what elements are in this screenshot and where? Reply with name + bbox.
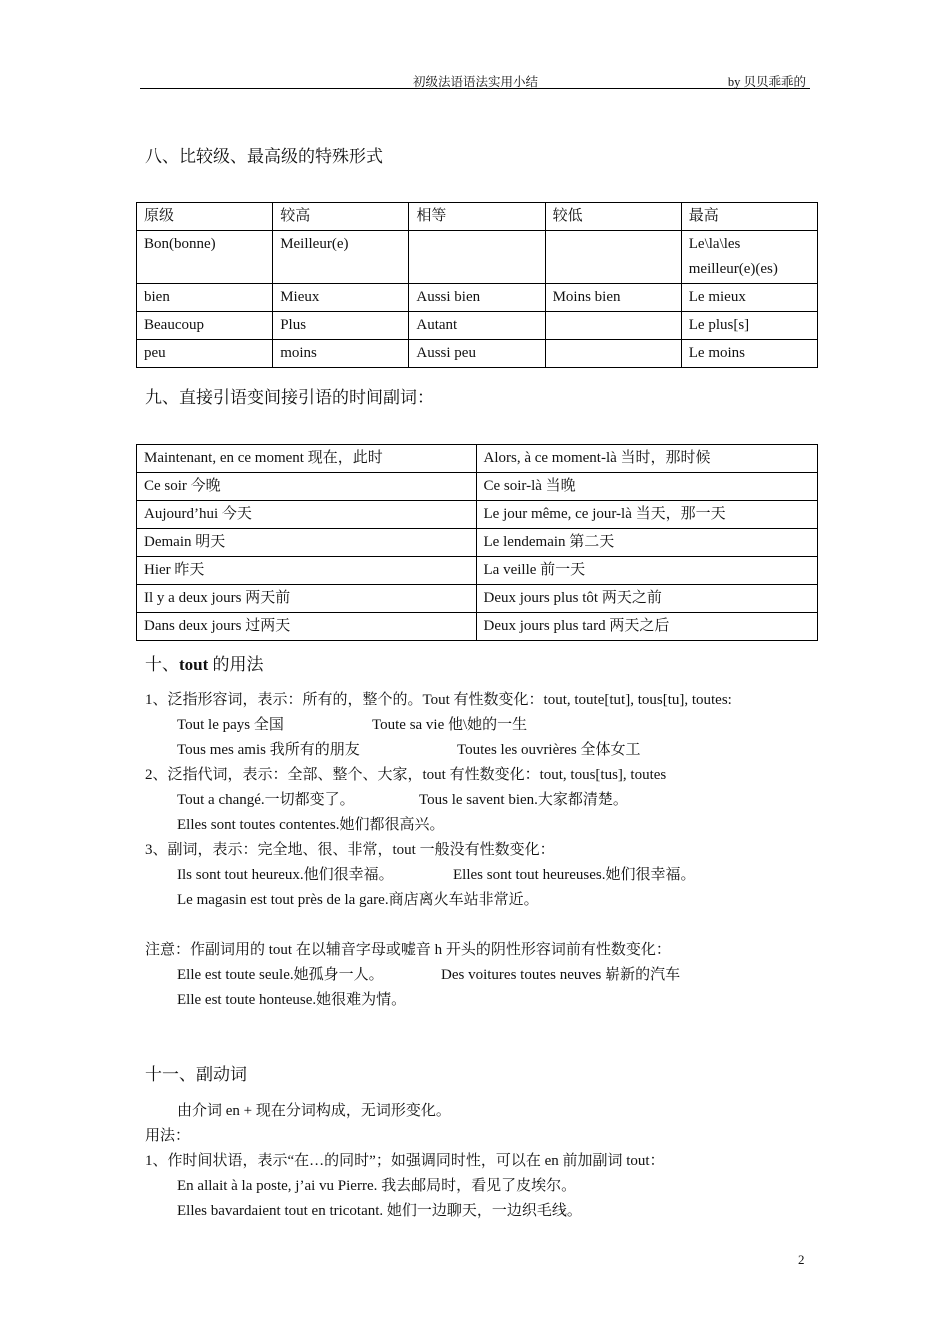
tout-note: 注意：作副词用的 tout 在以辅音字母或嘘音 h 开头的阴性形容词前有性数变化：	[145, 942, 671, 958]
page-header	[140, 70, 810, 89]
section9-title: 九、直接引语变间接引语的时间副词：	[145, 388, 434, 407]
tout-example: Tous le savent bien.大家都清楚。	[419, 792, 628, 808]
table-header-cell: 相等	[409, 203, 545, 231]
tout-example: Elle est toute honteuse.她很难为情。	[177, 992, 407, 1008]
section10-title-keyword: tout	[179, 655, 209, 674]
table-cell: Mieux	[273, 284, 409, 312]
gerund-usage-label: 用法：	[145, 1128, 191, 1144]
tout-example: Le magasin est tout près de la gare.商店离火车站非常近。	[177, 892, 539, 908]
table-cell: La veille 前一天	[476, 557, 818, 585]
table-row	[137, 585, 818, 613]
gerund-example: Elles bavardaient tout en tricotant. 她们一边聊天，一边织毛线。	[177, 1203, 582, 1219]
section10-title-suffix: 的用法	[208, 655, 264, 674]
table-header-row	[137, 203, 818, 231]
header-title: 初级法语语法实用小结	[413, 75, 539, 89]
gerund-usage-1: 1、作时间状语，表示“在…的同时”；如强调同时性，可以在 en 前加副词 tout：	[145, 1153, 665, 1169]
table-cell	[545, 312, 681, 340]
tout-usage-1: 1、泛指形容词，表示：所有的，整个的。Tout 有性数变化：tout, toute[tut], tous[tu], toutes:	[145, 692, 732, 708]
table-cell: Le jour même, ce jour-là 当天，那一天	[476, 501, 818, 529]
section10-title	[145, 650, 264, 675]
table-cell: Dans deux jours 过两天	[137, 613, 477, 641]
table-row	[137, 445, 818, 473]
table-header-cell: 原级	[137, 203, 273, 231]
table-cell: Le moins	[681, 340, 817, 368]
gerund-intro: 由介词 en + 现在分词构成，无词形变化。	[177, 1103, 451, 1119]
table-cell: Moins bien	[545, 284, 681, 312]
table-cell: Autant	[409, 312, 545, 340]
tout-usage-2: 2、泛指代词，表示：全部、整个、大家，tout 有性数变化：tout, tous[tus], toutes	[145, 767, 667, 783]
tout-example: Tous mes amis 我所有的朋友	[177, 742, 360, 758]
table-cell: Il y a deux jours 两天前	[137, 585, 477, 613]
time-adverbs-table	[136, 444, 818, 641]
tout-example: Tout a changé.一切都变了。	[177, 792, 355, 808]
table-cell: Meilleur(e)	[273, 231, 409, 284]
table-cell: Bon(bonne)	[137, 231, 273, 284]
table-cell: Ce soir-là 当晚	[476, 473, 818, 501]
table-cell: Ce soir 今晚	[137, 473, 477, 501]
table-cell: bien	[137, 284, 273, 312]
table-cell	[545, 231, 681, 284]
table-cell: Aujourd’hui 今天	[137, 501, 477, 529]
table-row	[137, 473, 818, 501]
tout-example: Elle est toute seule.她孤身一人。	[177, 967, 384, 983]
section11-title: 十一、副动词	[145, 1065, 247, 1084]
table-cell: Plus	[273, 312, 409, 340]
header-author: by 贝贝乖乖的	[727, 75, 806, 89]
table-row	[137, 312, 818, 340]
table-cell	[409, 231, 545, 284]
comparison-table	[136, 202, 818, 368]
table-row	[137, 529, 818, 557]
tout-example: Tout le pays 全国	[177, 717, 284, 733]
table-cell: peu	[137, 340, 273, 368]
table-cell: Deux jours plus tard 两天之后	[476, 613, 818, 641]
table-cell: Le mieux	[681, 284, 817, 312]
tout-example: Elles sont tout heureuses.她们很幸福。	[453, 867, 696, 883]
table-cell: moins	[273, 340, 409, 368]
table-cell	[545, 340, 681, 368]
section10-title-prefix: 十、	[145, 655, 179, 674]
table-cell: Beaucoup	[137, 312, 273, 340]
tout-example: Toute sa vie 他\她的一生	[372, 717, 528, 733]
tout-example: Elles sont toutes contentes.她们都很高兴。	[177, 817, 445, 833]
section8-title: 八、比较级、最高级的特殊形式	[145, 147, 383, 166]
table-cell: Maintenant, en ce moment 现在，此时	[137, 445, 477, 473]
table-cell: Le plus[s]	[681, 312, 817, 340]
table-header-cell: 较高	[273, 203, 409, 231]
table-cell: Hier 昨天	[137, 557, 477, 585]
table-cell: Alors, à ce moment-là 当时，那时候	[476, 445, 818, 473]
table-cell: Le\la\les meilleur(e)(es)	[681, 231, 817, 284]
tout-example: Des voitures toutes neuves 崭新的汽车	[441, 967, 681, 983]
page-number: 2	[798, 1252, 805, 1267]
table-row	[137, 501, 818, 529]
gerund-example: En allait à la poste, j’ai vu Pierre. 我去邮局时，看见了皮埃尔。	[177, 1178, 577, 1194]
table-cell: Aussi peu	[409, 340, 545, 368]
table-header-cell: 最高	[681, 203, 817, 231]
table-row	[137, 557, 818, 585]
tout-example: Toutes les ouvrières 全体女工	[457, 742, 641, 758]
table-cell: Deux jours plus tôt 两天之前	[476, 585, 818, 613]
tout-usage-3: 3、副词，表示：完全地、很、非常，tout 一般没有性数变化：	[145, 842, 555, 858]
table-cell: Le lendemain 第二天	[476, 529, 818, 557]
table-row	[137, 613, 818, 641]
table-cell: Aussi bien	[409, 284, 545, 312]
tout-example: Ils sont tout heureux.他们很幸福。	[177, 867, 394, 883]
table-header-cell: 较低	[545, 203, 681, 231]
table-row	[137, 231, 818, 284]
table-row	[137, 340, 818, 368]
table-row	[137, 284, 818, 312]
table-cell: Demain 明天	[137, 529, 477, 557]
